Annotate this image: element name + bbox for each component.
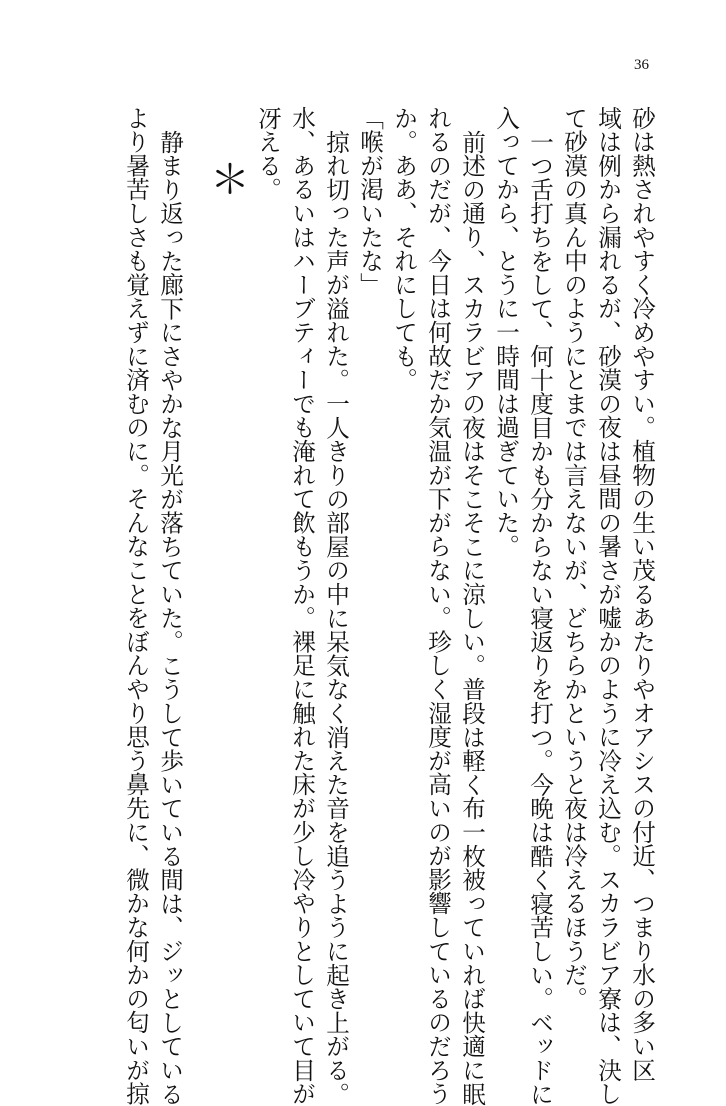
text-column-11: 水、あるいはハーブティーでも淹れて飲もうか。裸足に触れた床が少し冷やりとしていて目が (288, 106, 316, 1106)
text-column-5: 入ってから、とうに一時間は過ぎていた。 (492, 106, 520, 559)
text-column-3: て砂漠の真ん中のようにとまでは言えないが、どちらかというと夜は冷えるほうだ。 (560, 106, 588, 1011)
text-column-10: 掠れ切った声が溢れた。一人きりの部屋の中に呆気なく消えた音を追うように起き上がる。 (322, 130, 350, 1106)
text-column-14: より暑苦しさも覚えずに済むのに。そんなことをぼんやり思う鼻先に、微かな何かの匂いが掠 (122, 106, 150, 1106)
page-number: 36 (634, 57, 649, 73)
text-column-7: れるのだが、今日は何故だか気温が下がらない。珍しく湿度が高いのが影響しているのだろう (424, 106, 452, 1106)
text-column-2: 域は例から漏れるが、砂漠の夜は昼間の暑さが嘘かのように冷え込む。スカラビア寮は、決し (594, 106, 622, 1106)
text-column-13: 静まり返った廊下にさやかな月光が落ちていた。こうして歩いている間は、ジッとしている (156, 130, 184, 1106)
text-column-1: 砂は熱されやすく冷めやすい。植物の生い茂るあたりやオアシスの付近、つまり水の多い区 (628, 106, 656, 1082)
text-column-9: 「喉が渇いたな」 (356, 106, 384, 297)
text-column-8: か。ああ、それにしても。 (390, 106, 418, 392)
text-column-4: 一つ舌打ちをして、何十度目かも分からない寝返りを打つ。今晩は酷く寝苦しい。ベッドに (526, 130, 554, 1106)
text-column-12: 冴える。 (254, 106, 282, 202)
text-column-6: 前述の通り、スカラビアの夜はそこそこに涼しい。普段は軽く布一枚被っていれば快適に眠 (458, 130, 486, 1106)
section-separator: ＊ (210, 157, 250, 203)
